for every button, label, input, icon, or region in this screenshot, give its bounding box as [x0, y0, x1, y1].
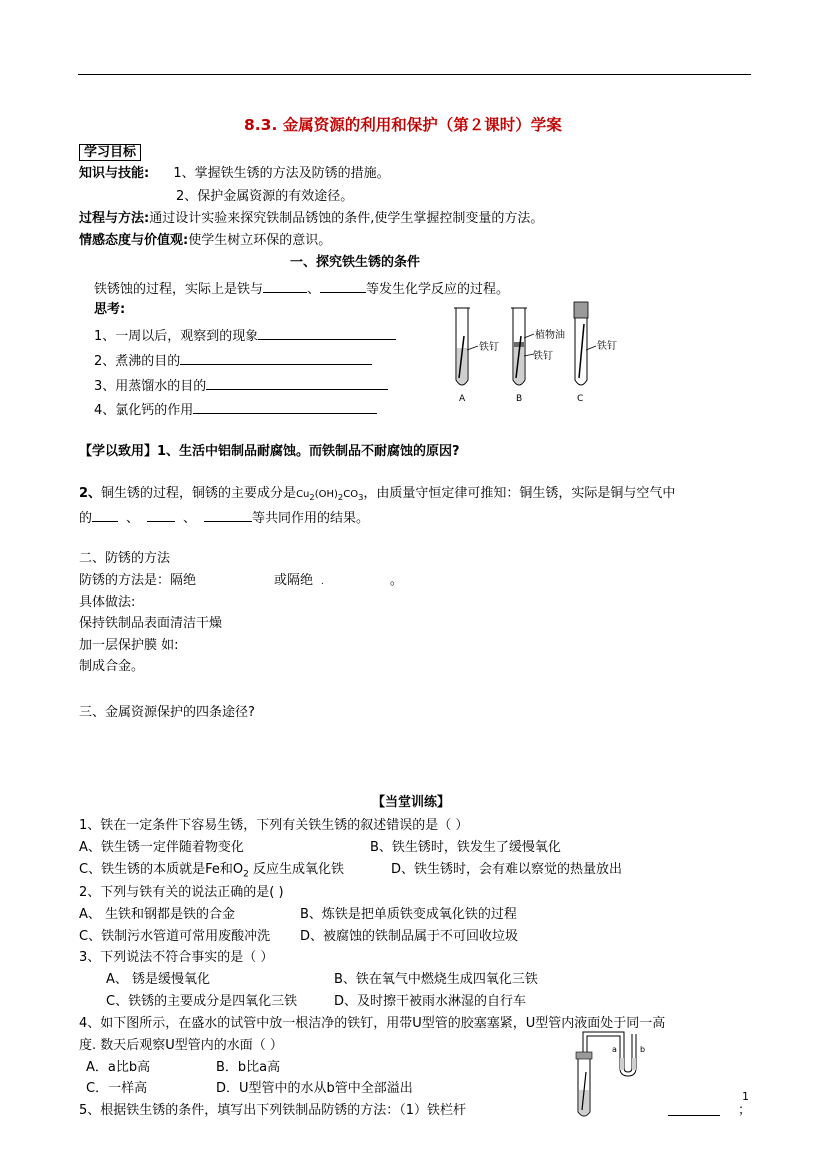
training-q5: 5、根据铁生锈的条件，填写出下列铁制品防锈的方法：（1）铁栏杆	[79, 1103, 467, 1118]
apply-q2-text-c: 的	[79, 511, 93, 526]
think-q4	[94, 401, 377, 419]
utube-label-a: a	[612, 1045, 617, 1054]
think-q3-text: 3、用蒸馏水的目的	[94, 379, 207, 394]
objectives-box-label: 学习目标	[79, 144, 141, 161]
training-q4-d: D．U型管中的水从b管中全部溢出	[216, 1081, 413, 1096]
blank	[320, 280, 366, 293]
intro-text-c: 等发生化学反应的过程。	[366, 282, 510, 297]
knowledge-item-2: 2、保护金属资源的有效途径。	[176, 189, 354, 204]
header-rule	[78, 74, 751, 75]
section2-line1-d: 。	[389, 573, 403, 588]
label-nail-b: 铁钉	[533, 351, 553, 362]
apply-label: 【学以致用】	[79, 444, 158, 459]
section1-heading: 一、探究铁生锈的条件	[290, 255, 421, 270]
blank	[180, 352, 372, 365]
formula-sub: 3	[358, 492, 364, 502]
tube-c	[574, 302, 596, 385]
training-q4-line2: 度. 数天后观察U型管内的水面（ ）	[79, 1038, 283, 1053]
process-line	[79, 211, 543, 227]
apply-q2-text-b: ，由质量守恒定律可推知：铜生锈，实际是铜与空气中	[363, 486, 676, 501]
apply-q2-text-e: 、	[183, 511, 197, 526]
section2-line1-c: .	[321, 577, 324, 587]
training-q5-end: ；	[738, 1103, 752, 1118]
formula-cu: Cu	[296, 489, 310, 500]
training-q1-d: D、铁生锈时，会有难以察觉的热量放出	[391, 862, 623, 877]
section2-line1-b: 或隔绝	[274, 573, 314, 588]
formula-oh: (OH)	[314, 489, 338, 500]
intro-text-b: 、	[307, 282, 321, 297]
training-q3-c: C、铁锈的主要成分是四氧化三铁	[106, 994, 298, 1009]
blank	[193, 401, 377, 414]
think-q2	[94, 352, 372, 370]
section2-line1-a: 防锈的方法是：隔绝	[79, 573, 197, 588]
think-q3	[94, 377, 388, 395]
section2-line4: 加一层保护膜 如:	[79, 638, 179, 653]
formula-sub: 2	[337, 492, 344, 502]
knowledge-label: 知识与技能:	[79, 166, 150, 181]
blank	[204, 509, 252, 522]
emotion-line	[79, 233, 331, 249]
label-nail-c: 铁钉	[597, 341, 617, 352]
training-q1-c-post: 反应生成氧化铁	[248, 862, 344, 877]
training-q4-line1: 4、如下图所示，在盛水的试管中放一根洁净的铁钉，用带U型管的胶塞塞紧，U型管内液面处于同一高	[79, 1016, 666, 1031]
blank	[263, 280, 307, 293]
training-q3-b: B、铁在氧气中燃烧生成四氧化三铁	[334, 972, 538, 987]
training-q4-a: A．a比b高	[86, 1060, 151, 1075]
knowledge-line-1	[79, 166, 390, 182]
apply-q2-text-a: 铜生锈的过程，铜锈的主要成分是	[101, 486, 297, 501]
label-nail-a: 铁钉	[479, 342, 499, 353]
section3-heading: 三、金属资源保护的四条途径?	[79, 705, 255, 720]
page-title: 8.3. 金属资源的利用和保护（第２课时）学案	[244, 116, 562, 134]
training-q3-d: D、及时擦干被雨水淋湿的自行车	[334, 994, 527, 1009]
training-q1-c	[79, 862, 344, 883]
process-text: 通过设计实验来探究铁制品锈蚀的条件,使学生掌握控制变量的方法。	[149, 211, 544, 226]
apply-q1	[79, 444, 460, 460]
training-q4-b: B．b比a高	[216, 1060, 281, 1075]
think-label: 思考:	[94, 302, 126, 317]
training-q1-a: A、铁生锈一定伴随着物变化	[79, 840, 244, 855]
think-q4-text: 4、氯化钙的作用	[94, 403, 194, 418]
apply-q2-text-d: 、	[126, 511, 140, 526]
training-q4-c: C．一样高	[86, 1081, 148, 1096]
blank	[92, 509, 118, 522]
tube-b	[511, 308, 534, 385]
training-q5-blank	[668, 1103, 720, 1121]
think-q2-text: 2、煮沸的目的	[94, 354, 181, 369]
tube-a	[454, 308, 478, 385]
apply-q1-text: 1、生活中铝制品耐腐蚀。而铁制品不耐腐蚀的原因?	[157, 444, 460, 459]
training-q1-c-pre: C、铁生锈的本质就是Fe和O	[79, 862, 244, 877]
section2-line1	[79, 573, 403, 590]
blank	[206, 377, 388, 390]
training-q1-b: B、铁生锈时，铁发生了缓慢氧化	[370, 840, 561, 855]
emotion-label: 情感态度与价值观:	[79, 233, 189, 248]
apply-q2-text-f: 等共同作用的结果。	[252, 511, 370, 526]
page-number: 1	[742, 1090, 749, 1103]
training-q2: 2、下列与铁有关的说法正确的是( )	[79, 885, 284, 900]
test-tubes-figure	[440, 298, 630, 408]
caption-c: C	[577, 394, 584, 404]
training-q1-c-sub: 2	[243, 869, 249, 880]
section1-intro	[94, 280, 509, 298]
intro-text-a: 铁锈蚀的过程，实际上是铁与	[94, 282, 264, 297]
formula	[296, 489, 363, 500]
think-q1	[94, 327, 396, 345]
training-q1: 1、铁在一定条件下容易生锈，下列有关铁生锈的叙述错误的是（ ）	[79, 818, 469, 833]
section2-line5: 制成合金。	[79, 659, 145, 674]
caption-b: B	[516, 394, 523, 404]
formula-sub: 2	[309, 492, 315, 502]
think-q1-text: 1、一周以后，观察到的现象	[94, 329, 259, 344]
section2-line3: 保持铁制品表面清洁干燥	[79, 616, 223, 631]
training-heading: 【当堂训练】	[372, 795, 451, 810]
section2-line2: 具体做法:	[79, 595, 136, 610]
training-q3-a: A、 锈是缓慢氧化	[106, 972, 211, 987]
formula-co: CO	[343, 489, 359, 500]
apply-q2-line2	[79, 509, 369, 527]
caption-a: A	[459, 394, 466, 404]
training-q2-a: A、 生铁和钢都是铁的合金	[79, 907, 236, 922]
utube-label-b: b	[640, 1045, 646, 1054]
blank	[668, 1103, 720, 1116]
blank	[147, 509, 175, 522]
training-q2-d: D、被腐蚀的铁制品属于不可回收垃圾	[300, 929, 519, 944]
u-tube-figure	[570, 1020, 670, 1120]
training-q3: 3、下列说法不符合事实的是（ ）	[79, 950, 274, 965]
label-oil: 植物油	[535, 330, 565, 341]
apply-q2-num: 2、	[79, 486, 102, 501]
training-q2-c: C、铁制污水管道可常用废酸冲洗	[79, 929, 271, 944]
process-label: 过程与方法:	[79, 211, 150, 226]
knowledge-item-1: 1、掌握铁生锈的方法及防锈的措施。	[173, 166, 390, 181]
apply-q2-line1	[79, 486, 675, 505]
emotion-text: 使学生树立环保的意识。	[188, 233, 332, 248]
training-q2-b: B、炼铁是把单质铁变成氧化铁的过程	[300, 907, 517, 922]
blank	[258, 327, 396, 340]
section2-heading: 二、防锈的方法	[79, 551, 171, 566]
